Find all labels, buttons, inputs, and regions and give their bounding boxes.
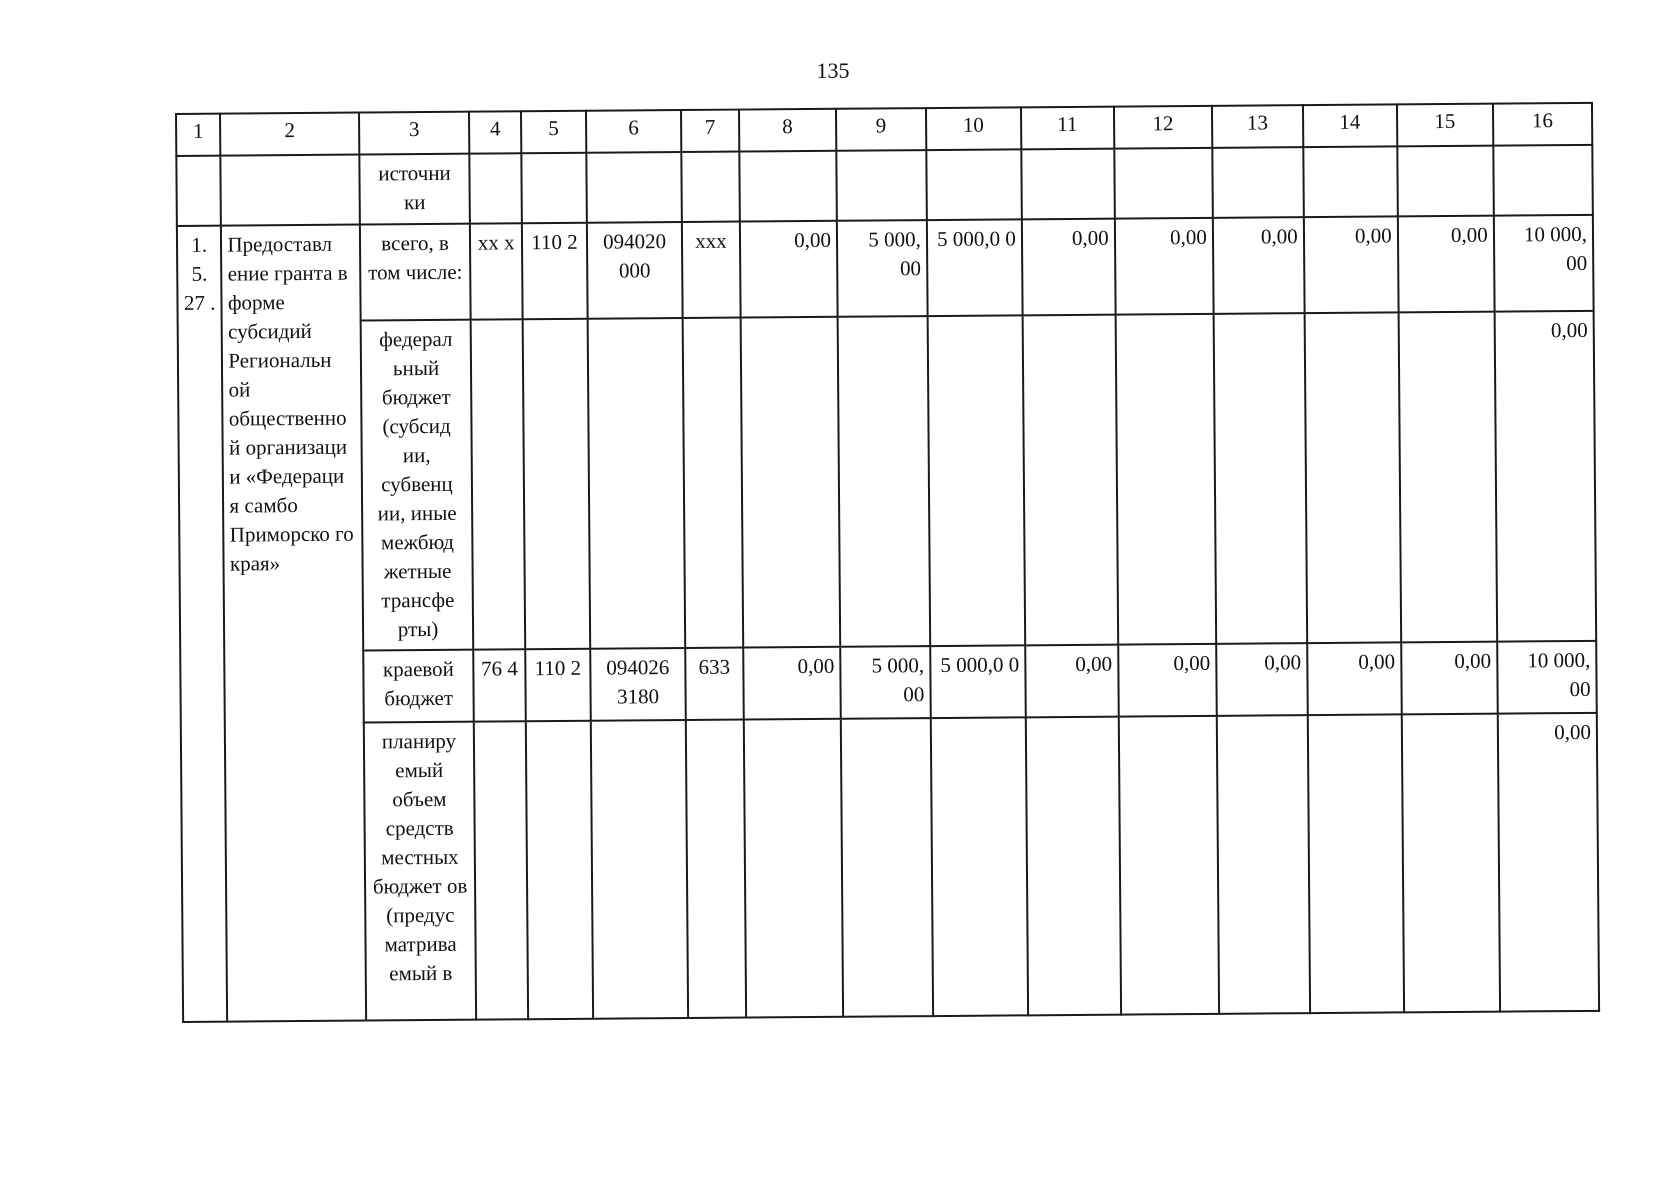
col-num-3: 3 (359, 112, 470, 155)
cell-col-12: 0,00 (1118, 644, 1217, 717)
page-number: 135 (816, 58, 850, 83)
source-cell: федерал ьный бюджет (субсид ии, субвенц ии, иные межбюд жетные трансфе рты) (360, 320, 473, 651)
cell-col-16: 0,00 (1494, 311, 1596, 642)
col-num-12: 12 (1114, 106, 1212, 149)
item-number: 1. 5. 27 . (177, 226, 228, 1022)
cell-col-7: ххх (682, 222, 741, 318)
source-cell: планиру емый объем средств местных бюджет ов (предус матрива емый в (364, 722, 477, 1021)
source-cell: краевой бюджет (363, 650, 474, 723)
col-num-2: 2 (220, 113, 359, 156)
col-num-16: 16 (1493, 103, 1593, 146)
cell-col-15: 0,00 (1398, 216, 1495, 313)
item-name: Предоставл ение гранта в форме субсидий Региональн ой общественной организаци и «Федераци я самбо Приморско го края» (221, 225, 366, 1022)
source-cell: всего, в том числе: (360, 224, 471, 321)
cell-col-10: 5 000,0 0 (927, 219, 1023, 316)
budget-table (175, 102, 1600, 1023)
col-num-9: 9 (836, 108, 926, 151)
col-num-4: 4 (469, 111, 521, 153)
col-num-1: 1 (176, 114, 221, 156)
cell-col-7: 633 (685, 648, 743, 720)
source-label-cell: источни ки (359, 154, 470, 225)
cell-col-4: 76 4 (474, 649, 526, 721)
cell-col-14: 0,00 (1304, 216, 1399, 313)
col-num-15: 15 (1397, 104, 1493, 147)
table-row (177, 215, 1594, 322)
cell-col-16: 10 000, 00 (1497, 641, 1597, 714)
cell-col-8: 0,00 (740, 221, 838, 318)
cell-col-8: 0,00 (743, 647, 841, 720)
cell-col-16: 0,00 (1498, 713, 1600, 1012)
cell-col-14: 0,00 (1307, 642, 1402, 715)
cell-col-6: 094020 000 (587, 222, 683, 319)
cell-col-13: 0,00 (1216, 643, 1307, 716)
cell-col-6: 094026 3180 (590, 648, 686, 721)
col-num-13: 13 (1212, 105, 1303, 148)
cell-col-9: 5 000, 00 (837, 220, 928, 317)
cell-col-13: 0,00 (1213, 217, 1305, 314)
cell-col-16: 10 000, 00 (1494, 215, 1594, 312)
cell-col-5: 110 2 (525, 649, 591, 722)
table-row (178, 311, 1597, 652)
table-row (176, 145, 1593, 226)
cell-col-10: 5 000,0 0 (930, 645, 1026, 718)
cell-col-4: хх х (470, 223, 522, 319)
cell-col-11: 0,00 (1025, 645, 1119, 718)
col-num-11: 11 (1021, 107, 1114, 150)
table-row (181, 713, 1599, 1022)
cell-col-11: 0,00 (1022, 219, 1116, 316)
cell-col-12: 0,00 (1115, 218, 1214, 315)
col-num-10: 10 (926, 107, 1021, 150)
col-num-14: 14 (1303, 104, 1397, 147)
cell-col-15: 0,00 (1401, 642, 1498, 715)
col-num-6: 6 (586, 110, 681, 153)
cell-col-5: 110 2 (522, 223, 588, 320)
cell-col-9: 5 000, 00 (840, 646, 930, 719)
table-row (180, 641, 1597, 724)
col-num-7: 7 (681, 110, 739, 152)
col-num-8: 8 (739, 109, 836, 152)
col-num-5: 5 (521, 111, 586, 154)
